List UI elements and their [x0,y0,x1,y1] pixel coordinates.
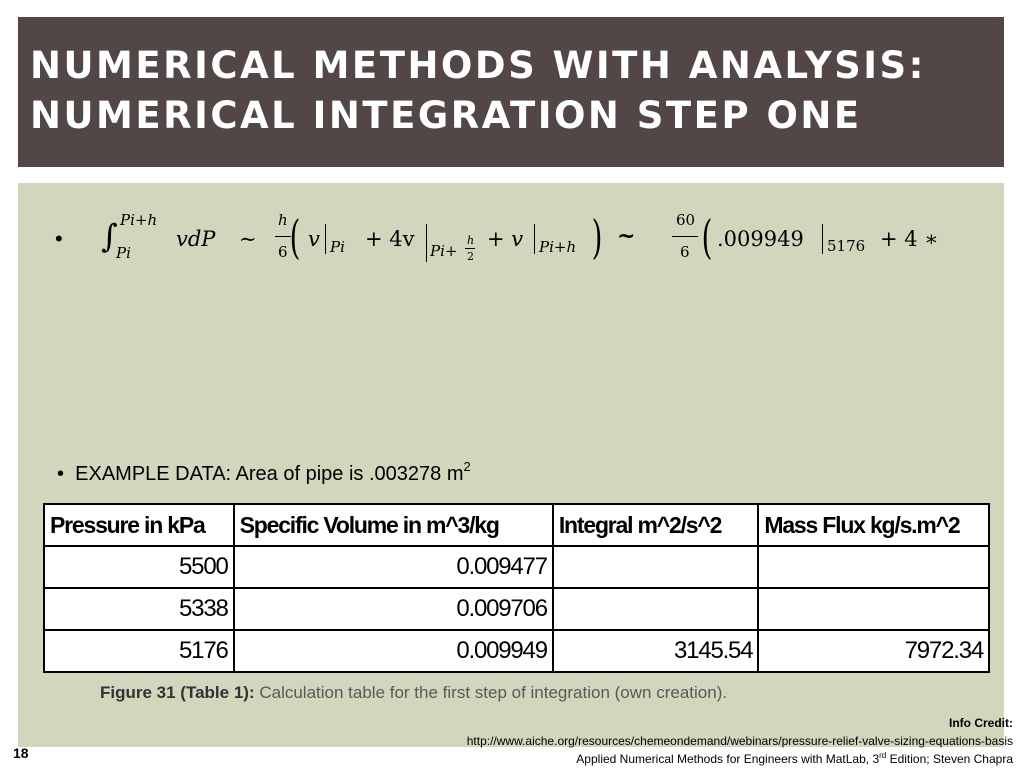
plus-v-term: + v [487,227,524,251]
table-cell: 5500 [44,546,234,588]
slide-number: 18 [13,745,29,761]
evaluation-bar-4 [822,224,823,254]
column-header-mass-flux: Mass Flux kg/s.m^2 [758,504,989,546]
figure-caption [100,683,727,703]
caption-label: Figure 31 (Table 1): [100,683,255,702]
table-cell [553,546,759,588]
table-cell: 5338 [44,588,234,630]
bullet-dot: • [57,463,65,485]
v-term-2-sub-2: 2 [467,250,474,263]
v-term-2-sub: Pi+ [430,242,458,260]
approx-symbol-2: ~ [617,223,636,249]
left-paren-2: ( [701,210,713,264]
table-cell: 0.009477 [234,546,553,588]
credit-book-title: Applied Numerical Methods for Engineers with MatLab, 3 [576,752,880,766]
approx-symbol-1: ∼ [239,227,257,251]
example-data-bullet [57,459,471,486]
table-row [44,630,989,672]
sub-fraction-bar [465,248,475,249]
info-credit-label: Info Credit: [949,716,1013,730]
table-cell: 7972.34 [758,630,989,672]
fraction-h-denominator: 6 [278,243,288,261]
fraction-h-numerator: h [278,211,288,229]
fraction-bar-2 [672,236,698,237]
slide-title-line-2: NUMERICAL INTEGRATION STEP ONE [30,94,862,137]
example-superscript: 2 [463,459,471,474]
caption-text: Calculation table for the first step of integration (own creation). [254,683,728,702]
left-paren: ( [289,210,301,264]
table-cell: 0.009949 [234,630,553,672]
table-cell [758,546,989,588]
credit-url: http://www.aiche.org/resources/chemeondemand/webinars/pressure-relief-valve-sizing-equations-basis [466,734,1013,748]
value-term: .009949 [717,227,804,251]
integrand: vdP [176,227,216,251]
plus-4v-term: + 4v [365,227,415,251]
table-header-row [44,504,989,546]
slide-title-line-1: NUMERICAL METHODS WITH ANALYSIS: [30,44,926,87]
column-header-specific-volume: Specific Volume in m^3/kg [234,504,553,546]
data-table [43,503,990,673]
integral-lower-limit: Pi [116,244,131,262]
evaluation-bar-1 [325,224,326,254]
table-cell: 5176 [44,630,234,672]
table-cell: 0.009706 [234,588,553,630]
evaluation-bar-3 [534,224,535,254]
table-cell: 3145.54 [553,630,759,672]
column-header-integral: Integral m^2/s^2 [553,504,759,546]
value-term-sub: 5176 [827,237,866,255]
right-paren: ) [591,210,603,264]
table-row [44,588,989,630]
column-header-pressure: Pressure in kPa [44,504,234,546]
evaluation-bar-2 [426,224,427,262]
table-cell [758,588,989,630]
integral-upper-limit: Pi+h [120,211,158,229]
v-term-2-sub-h: h [467,234,475,247]
credit-book-rest: Edition; Steven Chapra [886,752,1013,766]
bullet-dot: • [55,226,63,251]
fraction-60-numerator: 60 [676,211,696,229]
credit-book-sup: rd [879,751,887,760]
v-term-1-sub: Pi [330,238,345,256]
table-row [44,546,989,588]
tail-term: + 4 ∗ [880,227,939,251]
v-term-1: v [308,227,320,251]
credit-book [576,751,1013,766]
integral-sign: ∫ [101,217,118,255]
v-term-3-sub: Pi+h [539,238,577,256]
table-cell [553,588,759,630]
fraction-6-denominator: 6 [680,243,690,261]
example-data-text: EXAMPLE DATA: Area of pipe is .003278 m [75,463,464,485]
title-bar [18,17,1004,167]
